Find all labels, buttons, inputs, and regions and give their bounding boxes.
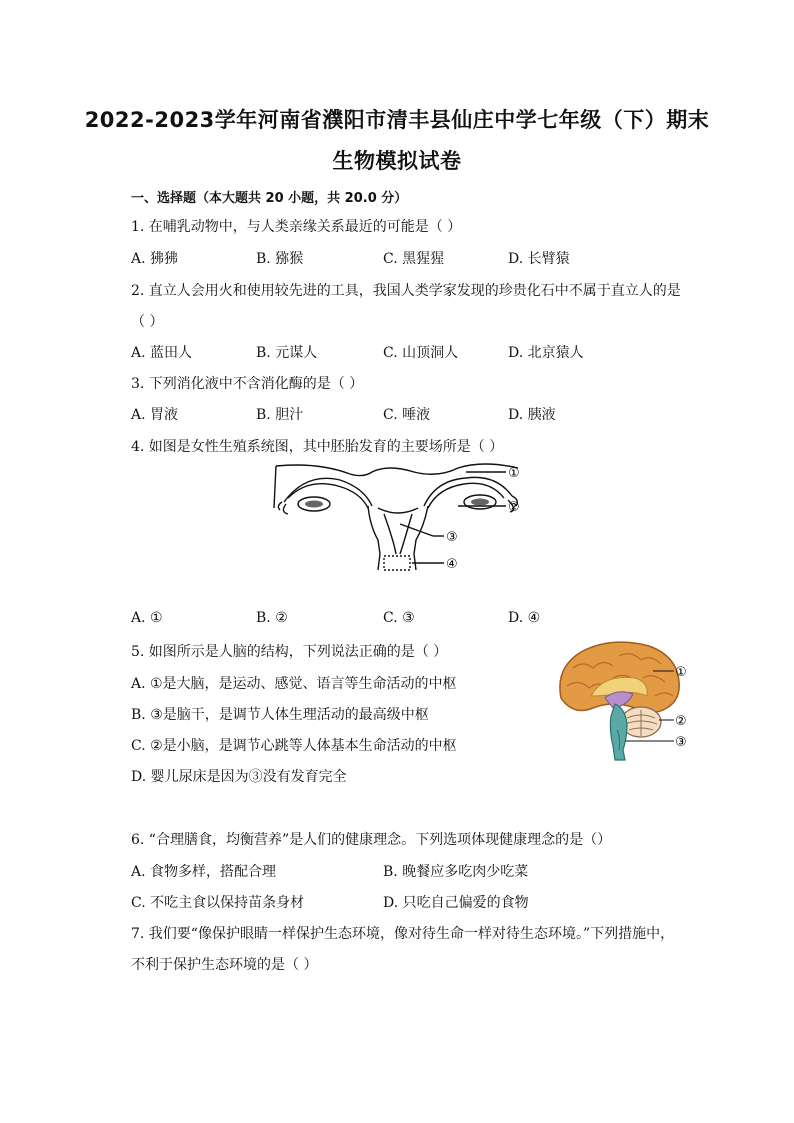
question-1-stem: 1. 在哺乳动物中，与人类亲缘关系最近的可能是（ ） [131,219,462,235]
figure-4-label-4: ④ [446,557,458,572]
question-5-option-a: A. ①是大脑，是运动、感觉、语言等生命活动的中枢 [131,676,457,692]
question-3-option-b: B. 胆汁 [256,407,304,423]
question-3-stem: 3. 下列消化液中不含消化酶的是（ ） [131,376,364,392]
question-5-stem: 5. 如图所示是人脑的结构，下列说法正确的是（ ） [131,644,448,660]
question-6-stem: 6. “合理膳食，均衡营养”是人们的健康理念。下列选项体现健康理念的是（） [131,832,612,848]
question-4-option-b: B. ② [256,610,288,626]
figure-4-label-2: ② [508,500,520,515]
question-6-option-c: C. 不吃主食以保持苗条身材 [131,895,305,911]
question-7-stem: 7. 我们要“像保护眼睛一样保护生态环境，像对待生命一样对待生态环境。”下列措施中， [131,926,675,942]
question-2-stem-continued: （ ） [131,314,164,330]
question-2-option-b: B. 元谋人 [256,345,318,361]
question-2-option-a: A. 蓝田人 [131,345,193,361]
question-2-stem: 2. 直立人会用火和使用较先进的工具，我国人类学家发现的珍贵化石中不属于直立人的是 [131,283,681,299]
question-2-option-d: D. 北京猿人 [508,345,584,361]
figure-4-label-3: ③ [446,530,458,545]
exam-title-line-2: 生物模拟试卷 [332,149,462,173]
question-7-stem-continued: 不利于保护生态环境的是（ ） [131,957,318,973]
question-5-option-c: C. ②是小脑，是调节心跳等人体基本生命活动的中枢 [131,738,457,754]
female-reproductive-system-figure [268,458,530,578]
figure-4-label-1: ① [508,466,520,481]
question-1-option-a: A. 狒狒 [131,251,179,267]
question-3-option-c: C. 唾液 [383,407,431,423]
question-5-option-d: D. 婴儿尿床是因为③没有发育完全 [131,769,347,785]
question-6-option-d: D. 只吃自己偏爱的食物 [383,895,529,911]
question-3-option-a: A. 胃液 [131,407,179,423]
question-1-option-c: C. 黑猩猩 [383,251,445,267]
human-brain-figure [553,638,698,763]
question-6-option-a: A. 食物多样，搭配合理 [131,864,277,880]
question-2-option-c: C. 山顶洞人 [383,345,459,361]
question-4-option-a: A. ① [131,610,163,626]
question-1-option-b: B. 猕猴 [256,251,304,267]
question-1-option-d: D. 长臂猿 [508,251,570,267]
question-3-option-d: D. 胰液 [508,407,556,423]
question-4-option-c: C. ③ [383,610,415,626]
question-4-option-d: D. ④ [508,610,541,626]
question-6-option-b: B. 晚餐应多吃肉少吃菜 [383,864,529,880]
figure-5-label-1: ① [675,665,687,680]
question-5-option-b: B. ③是脑干，是调节人体生理活动的最高级中枢 [131,707,429,723]
figure-5-label-2: ② [675,714,687,729]
section-heading: 一、选择题（本大题共 20 小题，共 20.0 分） [131,191,408,206]
figure-5-label-3: ③ [675,735,687,750]
question-4-stem: 4. 如图是女性生殖系统图，其中胚胎发育的主要场所是（ ） [131,439,504,455]
exam-title-line-1: 2022-2023学年河南省濮阳市清丰县仙庄中学七年级（下）期末 [84,108,710,132]
